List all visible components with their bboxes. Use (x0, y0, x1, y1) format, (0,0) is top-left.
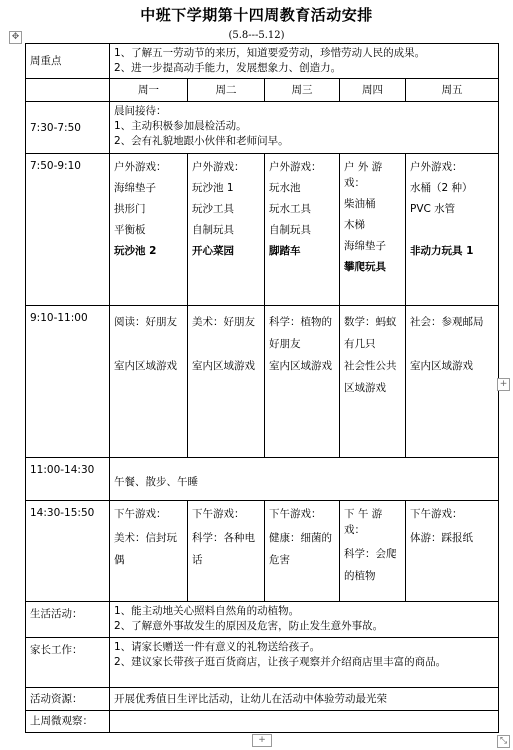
outdoor-thursday (340, 154, 406, 306)
study-area: 社会性公共区域游戏 (344, 360, 397, 395)
life-label: 生活活动： (26, 602, 110, 637)
study-activity: 美术：好朋友 (192, 316, 255, 329)
add-column-plus-icon[interactable]: + (497, 378, 510, 391)
schedule-table (25, 43, 499, 733)
observation-content[interactable] (110, 710, 499, 732)
date-range: (5.8---5.12) (228, 30, 285, 41)
outdoor-heading: 户 外 游 戏： (344, 161, 383, 190)
life-row (26, 602, 499, 637)
resources-content: 开展优秀值日生评比活动，让幼儿在活动中体验劳动最光荣 (110, 688, 499, 710)
morning-row (26, 101, 499, 154)
noon-content: 午餐、散步、午睡 (110, 458, 499, 501)
outdoor-featured: 攀爬玩具 (344, 261, 386, 274)
afternoon-wednesday (265, 500, 340, 601)
focus-row (26, 44, 499, 79)
outdoor-friday (406, 154, 499, 306)
header-thursday: 周四 (340, 79, 406, 101)
outdoor-item: 木梯 (344, 219, 365, 232)
focus-label: 周重点 (26, 44, 110, 79)
study-activity: 数学：蚂蚁有几只 (344, 316, 397, 351)
outdoor-row (26, 154, 499, 306)
outdoor-monday (110, 154, 188, 306)
afternoon-heading: 下午游戏： (114, 507, 167, 520)
study-row (26, 306, 499, 458)
study-area: 室内区域游戏 (410, 360, 473, 373)
resources-label: 活动资源： (26, 688, 110, 710)
life-content (110, 602, 499, 637)
study-activity: 科学：植物的好朋友 (269, 316, 332, 351)
outdoor-item: 玩沙工具 (192, 203, 234, 216)
outdoor-item: 海绵垫子 (344, 240, 386, 253)
morning-line: 晨间接待： (114, 104, 167, 117)
outdoor-featured: 玩沙池 2 (114, 245, 157, 258)
outdoor-item: 自制玩具 (269, 224, 311, 237)
document-title: 中班下学期第十四周教育活动安排 (140, 6, 373, 24)
afternoon-activity: 健康：细菌的危害 (269, 531, 332, 566)
outdoor-featured: 开心菜园 (192, 245, 234, 258)
outdoor-item: PVC 水管 (410, 203, 456, 216)
noon-row (26, 458, 499, 501)
focus-item: 2、进一步提高动手能力，发展想象力、创造力。 (114, 62, 342, 74)
time-slot: 14:30-15:50 (26, 500, 110, 601)
parents-item: 1、请家长赠送一件有意义的礼物送给孩子。 (114, 640, 321, 653)
parents-content (110, 637, 499, 688)
outdoor-item: 玩沙池 1 (192, 182, 234, 195)
outdoor-wednesday (265, 154, 340, 306)
weekday-header-row (26, 79, 499, 101)
outdoor-heading: 户外游戏： (192, 161, 245, 174)
add-row-plus-icon[interactable]: + (252, 734, 272, 747)
outdoor-item: 玩水池 (269, 182, 301, 195)
outdoor-item: 海绵垫子 (114, 182, 156, 195)
life-item: 2、了解意外事故发生的原因及危害，防止发生意外事故。 (114, 620, 384, 633)
outdoor-featured: 非动力玩具 1 (410, 245, 474, 258)
study-area: 室内区域游戏 (192, 360, 255, 373)
afternoon-heading: 下 午 游 戏： (344, 507, 383, 536)
afternoon-heading: 下午游戏： (269, 507, 322, 520)
afternoon-heading: 下午游戏： (410, 507, 463, 520)
outdoor-tuesday (188, 154, 265, 306)
morning-line: 1、主动积极参加晨检活动。 (114, 119, 247, 132)
study-wednesday (265, 306, 340, 458)
afternoon-friday (406, 500, 499, 601)
study-monday (110, 306, 188, 458)
outdoor-item: 柴油桶 (344, 198, 376, 211)
time-slot: 9:10-11:00 (26, 306, 110, 458)
outdoor-item: 玩水工具 (269, 203, 311, 216)
outdoor-item: 水桶（2 种） (410, 182, 473, 195)
parents-label: 家长工作： (26, 637, 110, 688)
header-monday: 周一 (110, 79, 188, 101)
morning-line: 2、会有礼貌地跟小伙伴和老师问早。 (114, 134, 289, 147)
afternoon-activity: 美术：信封玩偶 (114, 531, 177, 566)
afternoon-monday (110, 500, 188, 601)
afternoon-row (26, 500, 499, 601)
observation-label: 上周微观察： (26, 710, 110, 732)
study-area: 室内区域游戏 (269, 360, 332, 373)
outdoor-item: 自制玩具 (192, 224, 234, 237)
outdoor-featured: 脚踏车 (269, 245, 301, 258)
outdoor-heading: 户外游戏： (269, 161, 322, 174)
study-friday (406, 306, 499, 458)
observation-row (26, 710, 499, 732)
outdoor-item: 平衡板 (114, 224, 146, 237)
time-slot: 7:50-9:10 (26, 154, 110, 306)
study-area: 室内区域游戏 (114, 360, 177, 373)
morning-content (110, 101, 499, 154)
header-friday: 周五 (406, 79, 499, 101)
outdoor-heading: 户外游戏： (114, 161, 167, 174)
afternoon-heading: 下午游戏： (192, 507, 245, 520)
header-wednesday: 周三 (265, 79, 340, 101)
study-activity: 阅读：好朋友 (114, 316, 177, 329)
header-tuesday: 周二 (188, 79, 265, 101)
table-move-handle-icon[interactable]: ✥ (9, 31, 22, 44)
afternoon-tuesday (188, 500, 265, 601)
afternoon-activity: 科学：各种电话 (192, 531, 255, 566)
afternoon-activity: 体游：踩报纸 (410, 531, 473, 544)
afternoon-activity: 科学：会爬的植物 (344, 547, 397, 582)
outdoor-item: 拱形门 (114, 203, 146, 216)
table-resize-icon[interactable]: ⤡ (497, 735, 510, 748)
time-slot: 11:00-14:30 (26, 458, 110, 501)
time-slot: 7:30-7:50 (26, 101, 110, 154)
parents-row (26, 637, 499, 688)
study-activity: 社会：参观邮局 (410, 316, 484, 329)
focus-item: 1、了解五一劳动节的来历，知道要爱劳动，珍惜劳动人民的成果。 (114, 47, 426, 59)
parents-item: 2、建议家长带孩子逛百货商店，让孩子观察并介绍商店里丰富的商品。 (114, 655, 447, 668)
study-tuesday (188, 306, 265, 458)
study-thursday (340, 306, 406, 458)
header-blank (26, 79, 110, 101)
life-item: 1、能主动地关心照料自然角的动植物。 (114, 605, 300, 618)
resources-row (26, 688, 499, 710)
focus-content (110, 44, 499, 79)
afternoon-thursday (340, 500, 406, 601)
outdoor-heading: 户外游戏： (410, 161, 463, 174)
